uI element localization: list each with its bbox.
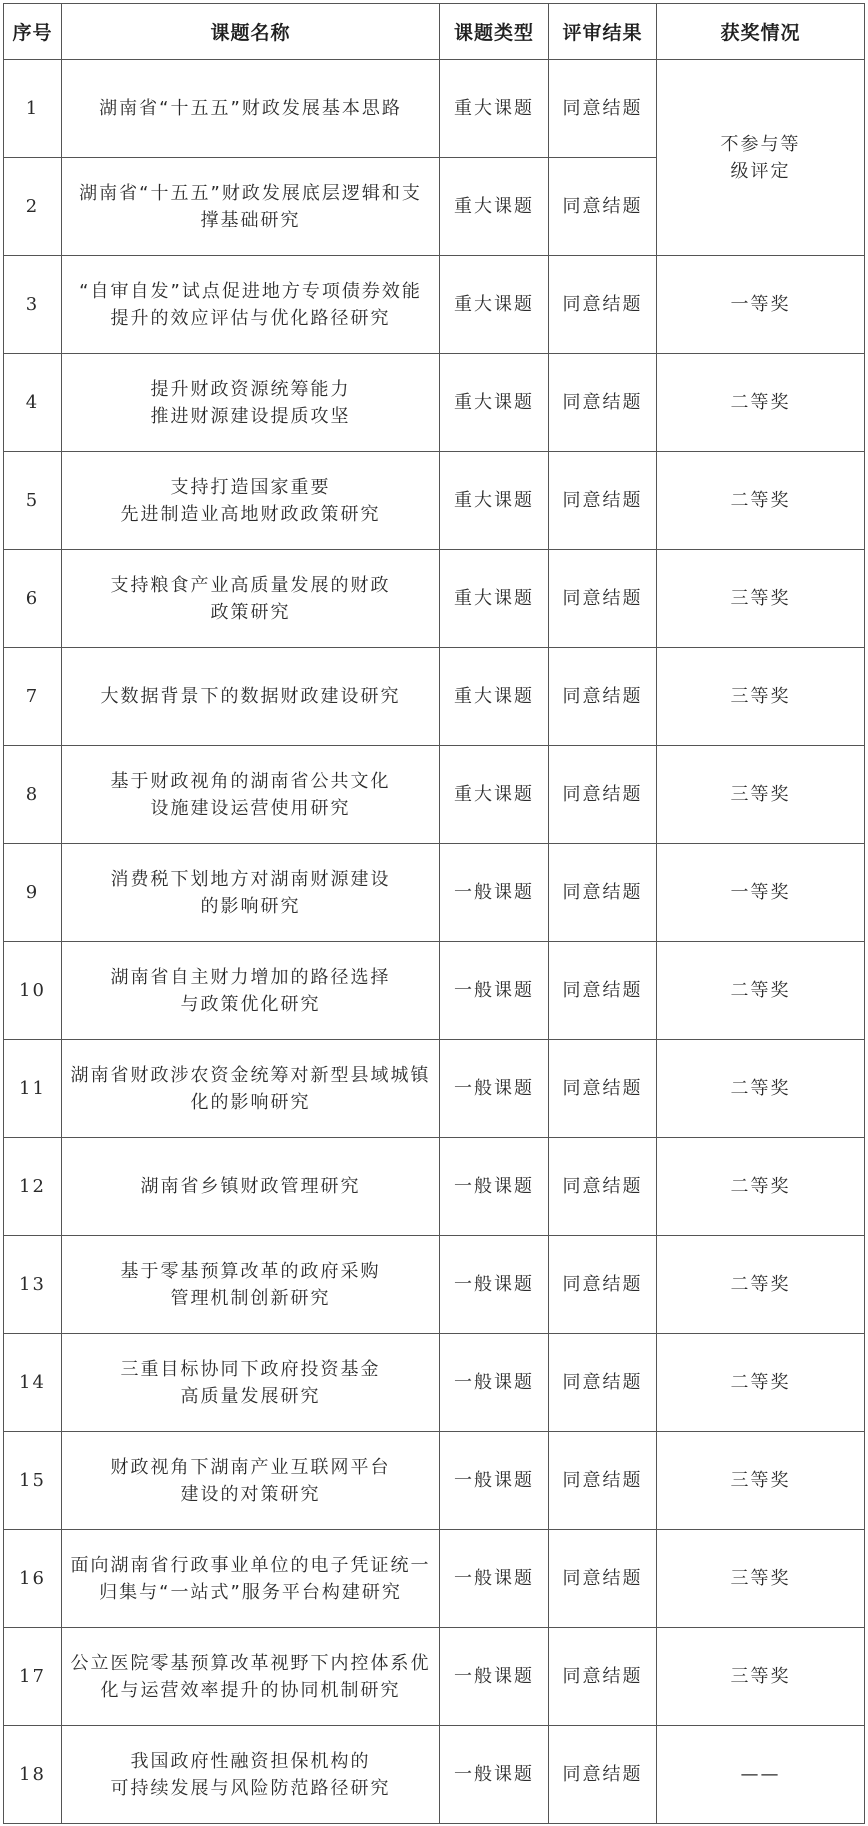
row-title-line: 化与运营效率提升的协同机制研究	[100, 1679, 401, 1701]
row-index: 4	[4, 354, 62, 452]
row-type: 重大课题	[440, 648, 549, 746]
row-result: 同意结题	[549, 1726, 657, 1824]
row-award: 二等奖	[657, 1236, 865, 1334]
header-index: 序号	[4, 4, 62, 60]
table-body	[4, 60, 865, 1824]
row-title-line: 提升财政资源统筹能力	[150, 378, 351, 400]
row-title-line: 大数据背景下的数据财政建设研究	[100, 686, 401, 707]
row-result: 同意结题	[549, 550, 657, 648]
row-title-line: 管理机制创新研究	[170, 1287, 331, 1309]
row-index: 9	[4, 844, 62, 942]
row-title	[62, 648, 440, 746]
row-index: 1	[4, 60, 62, 158]
row-title	[62, 1040, 440, 1138]
row-index: 11	[4, 1040, 62, 1138]
row-result: 同意结题	[549, 844, 657, 942]
row-title-line: 湖南省乡镇财政管理研究	[140, 1176, 361, 1197]
row-index: 12	[4, 1138, 62, 1236]
row-title-line: 高质量发展研究	[180, 1385, 321, 1407]
row-award: 二等奖	[657, 1040, 865, 1138]
row-index: 3	[4, 256, 62, 354]
row-index: 16	[4, 1530, 62, 1628]
row-award: 三等奖	[657, 1628, 865, 1726]
row-award: 三等奖	[657, 550, 865, 648]
row-title	[62, 1628, 440, 1726]
row-title-line: 湖南省“十五五”财政发展底层逻辑和支	[79, 182, 422, 204]
row-title	[62, 1138, 440, 1236]
topic-results-table	[3, 3, 865, 1824]
row-index: 7	[4, 648, 62, 746]
table-row	[4, 1138, 865, 1236]
row-type: 一般课题	[440, 1628, 549, 1726]
row-title-line: 面向湖南省行政事业单位的电子凭证统一	[70, 1554, 431, 1576]
row-title-line: 支持打造国家重要	[170, 476, 331, 498]
row-title	[62, 60, 440, 158]
row-title-line: 湖南省自主财力增加的路径选择	[110, 966, 391, 988]
row-award: 三等奖	[657, 1432, 865, 1530]
table-row	[4, 354, 865, 452]
row-title	[62, 746, 440, 844]
row-type: 一般课题	[440, 844, 549, 942]
row-award: 二等奖	[657, 942, 865, 1040]
row-index: 10	[4, 942, 62, 1040]
row-index: 6	[4, 550, 62, 648]
award-merged-line: 级评定	[730, 160, 791, 182]
row-award: 二等奖	[657, 354, 865, 452]
row-award: ——	[657, 1726, 865, 1824]
row-title-line: 设施建设运营使用研究	[150, 797, 351, 819]
row-result: 同意结题	[549, 1628, 657, 1726]
row-result: 同意结题	[549, 1432, 657, 1530]
table-row	[4, 256, 865, 354]
row-result: 同意结题	[549, 1138, 657, 1236]
row-award: 三等奖	[657, 1530, 865, 1628]
row-result: 同意结题	[549, 746, 657, 844]
table-row	[4, 1236, 865, 1334]
row-type: 重大课题	[440, 550, 549, 648]
table-row	[4, 942, 865, 1040]
table-row	[4, 1726, 865, 1824]
row-title-line: 三重目标协同下政府投资基金	[120, 1358, 381, 1380]
row-index: 5	[4, 452, 62, 550]
row-title-line: 提升的效应评估与优化路径研究	[110, 307, 391, 329]
row-type: 一般课题	[440, 942, 549, 1040]
table-row	[4, 844, 865, 942]
row-title	[62, 1334, 440, 1432]
row-type: 一般课题	[440, 1530, 549, 1628]
row-type: 一般课题	[440, 1236, 549, 1334]
row-title-line: 湖南省“十五五”财政发展基本思路	[99, 98, 402, 119]
row-title-line: 建设的对策研究	[180, 1483, 321, 1505]
table-row	[4, 746, 865, 844]
row-result: 同意结题	[549, 1334, 657, 1432]
row-title-line: 基于零基预算改革的政府采购	[120, 1260, 381, 1282]
row-title	[62, 256, 440, 354]
row-award-merged	[657, 60, 865, 256]
row-type: 重大课题	[440, 60, 549, 158]
row-result: 同意结题	[549, 452, 657, 550]
table-row	[4, 550, 865, 648]
row-index: 17	[4, 1628, 62, 1726]
row-index: 8	[4, 746, 62, 844]
row-title-line: 基于财政视角的湖南省公共文化	[110, 770, 391, 792]
row-index: 14	[4, 1334, 62, 1432]
row-award: 三等奖	[657, 746, 865, 844]
row-index: 13	[4, 1236, 62, 1334]
row-index: 18	[4, 1726, 62, 1824]
row-title	[62, 844, 440, 942]
row-result: 同意结题	[549, 60, 657, 158]
award-merged-line: 不参与等	[720, 133, 801, 155]
row-result: 同意结题	[549, 648, 657, 746]
header-type: 课题类型	[440, 4, 549, 60]
row-title	[62, 354, 440, 452]
row-result: 同意结题	[549, 942, 657, 1040]
row-title-line: 先进制造业高地财政政策研究	[120, 503, 381, 525]
row-type: 重大课题	[440, 354, 549, 452]
row-title-line: 我国政府性融资担保机构的	[130, 1750, 371, 1772]
row-result: 同意结题	[549, 158, 657, 256]
header-award: 获奖情况	[657, 4, 865, 60]
table-row	[4, 1040, 865, 1138]
row-type: 一般课题	[440, 1432, 549, 1530]
row-title-line: 可持续发展与风险防范路径研究	[110, 1777, 391, 1799]
row-type: 一般课题	[440, 1726, 549, 1824]
row-award: 三等奖	[657, 648, 865, 746]
table-row	[4, 648, 865, 746]
row-type: 重大课题	[440, 158, 549, 256]
row-index: 15	[4, 1432, 62, 1530]
row-title	[62, 158, 440, 256]
row-title-line: “自审自发”试点促进地方专项债券效能	[79, 280, 422, 302]
row-result: 同意结题	[549, 256, 657, 354]
row-title	[62, 1432, 440, 1530]
row-title-line: 推进财源建设提质攻坚	[150, 405, 351, 427]
row-award: 一等奖	[657, 844, 865, 942]
row-title-line: 财政视角下湖南产业互联网平台	[110, 1456, 391, 1478]
row-title-line: 公立医院零基预算改革视野下内控体系优	[70, 1652, 431, 1674]
row-index: 2	[4, 158, 62, 256]
row-title-line: 消费税下划地方对湖南财源建设	[110, 868, 391, 890]
row-title-line: 归集与“一站式”服务平台构建研究	[99, 1581, 402, 1603]
row-award: 一等奖	[657, 256, 865, 354]
header-title: 课题名称	[62, 4, 440, 60]
row-type: 重大课题	[440, 452, 549, 550]
row-title-line: 撑基础研究	[200, 209, 301, 231]
row-result: 同意结题	[549, 1236, 657, 1334]
row-type: 重大课题	[440, 256, 549, 354]
table-row	[4, 1530, 865, 1628]
row-type: 一般课题	[440, 1040, 549, 1138]
row-award: 二等奖	[657, 1138, 865, 1236]
row-title	[62, 942, 440, 1040]
row-result: 同意结题	[549, 1040, 657, 1138]
row-title	[62, 1726, 440, 1824]
row-title	[62, 1530, 440, 1628]
row-type: 一般课题	[440, 1138, 549, 1236]
row-title-line: 的影响研究	[200, 895, 301, 917]
row-title-line: 与政策优化研究	[180, 993, 321, 1015]
row-award: 二等奖	[657, 1334, 865, 1432]
table-row	[4, 1432, 865, 1530]
row-title-line: 支持粮食产业高质量发展的财政	[110, 574, 391, 596]
header-result: 评审结果	[549, 4, 657, 60]
table-row	[4, 1628, 865, 1726]
row-title-line: 政策研究	[210, 601, 291, 623]
table-row	[4, 1334, 865, 1432]
row-title-line: 湖南省财政涉农资金统筹对新型县域城镇	[70, 1064, 431, 1086]
row-title	[62, 550, 440, 648]
row-type: 一般课题	[440, 1334, 549, 1432]
row-title	[62, 452, 440, 550]
table-row	[4, 452, 865, 550]
table-header-row	[4, 4, 865, 60]
table-row	[4, 60, 865, 158]
row-title	[62, 1236, 440, 1334]
row-result: 同意结题	[549, 1530, 657, 1628]
row-type: 重大课题	[440, 746, 549, 844]
row-result: 同意结题	[549, 354, 657, 452]
row-title-line: 化的影响研究	[190, 1091, 311, 1113]
row-award: 二等奖	[657, 452, 865, 550]
